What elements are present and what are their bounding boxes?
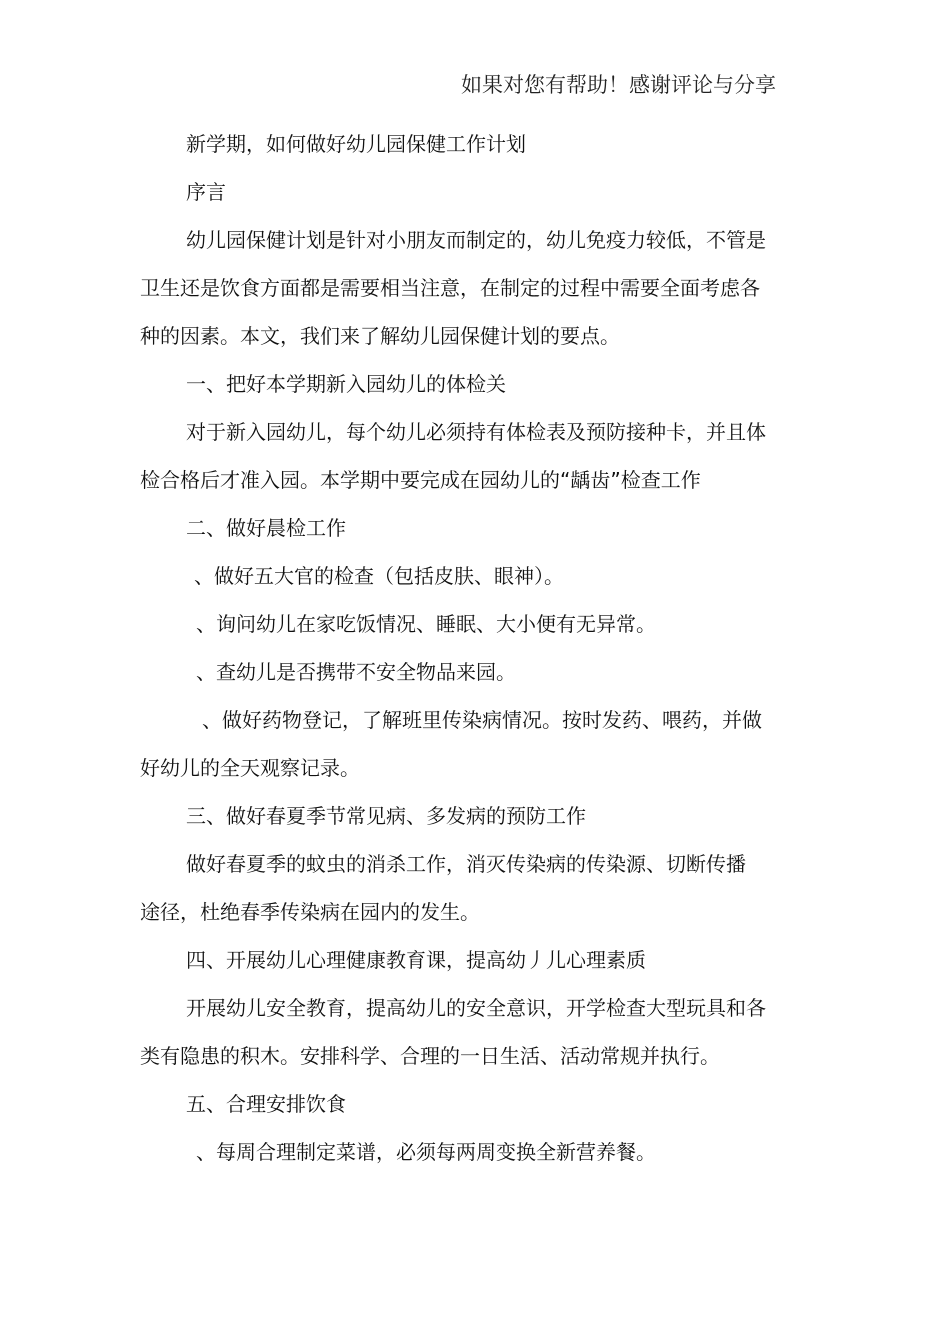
section-1-heading: 一、把好本学期新入园幼儿的体检关 <box>186 372 506 396</box>
section-4-line-2: 类有隐患的积木。安排科学、合理的一日生活、活动常规并执行。 <box>140 1044 720 1068</box>
section-5-heading: 五、合理安排饮食 <box>186 1092 346 1116</box>
section-2-item-4: 、做好药物登记，了解班里传染病情况。按时发药、喂药，并做 <box>202 708 762 732</box>
section-3-line-1: 做好春夏季的蚊虫的消杀工作，消灭传染病的传染源、切断传播 <box>186 852 746 876</box>
preface-heading: 序言 <box>186 180 226 204</box>
section-4-heading: 四、开展幼儿心理健康教育课，提高幼丿儿心理素质 <box>186 948 646 972</box>
section-1-line-1: 对于新入园幼儿，每个幼儿必须持有体检表及预防接种卡，并且体 <box>186 420 766 444</box>
section-2-heading: 二、做好晨检工作 <box>186 516 346 540</box>
section-3-heading: 三、做好春夏季节常见病、多发病的预防工作 <box>186 804 586 828</box>
section-2-item-3: 、查幼儿是否携带不安全物品来园。 <box>196 660 516 684</box>
section-3-line-2: 途径，杜绝春季传染病在园内的发生。 <box>140 900 480 924</box>
header-note: 如果对您有帮助！感谢评论与分享 <box>461 73 776 97</box>
preface-line-1: 幼儿园保健计划是针对小朋友而制定的，幼儿免疫力较低，不管是 <box>186 228 766 252</box>
preface-line-3: 种的因素。本文，我们来了解幼儿园保健计划的要点。 <box>140 324 620 348</box>
section-2-item-2: 、询问幼儿在家吃饭情况、睡眠、大小便有无异常。 <box>196 612 656 636</box>
document-title: 新学期，如何做好幼儿园保健工作计划 <box>186 132 526 156</box>
section-1-line-2: 检合格后才准入园。本学期中要完成在园幼儿的“龋齿”检查工作 <box>140 468 701 492</box>
section-2-item-1: 、做好五大官的检查（包括皮肤、眼神）。 <box>194 564 564 588</box>
section-2-item-4-continuation: 好幼儿的全天观察记录。 <box>140 756 360 780</box>
section-5-item-1: 、每周合理制定菜谱，必须每两周变换全新营养餐。 <box>196 1140 656 1164</box>
preface-line-2: 卫生还是饮食方面都是需要相当注意，在制定的过程中需要全面考虑各 <box>140 276 760 300</box>
section-4-line-1: 开展幼儿安全教育，提高幼儿的安全意识，开学检查大型玩具和各 <box>186 996 766 1020</box>
document-body <box>140 120 812 1176</box>
